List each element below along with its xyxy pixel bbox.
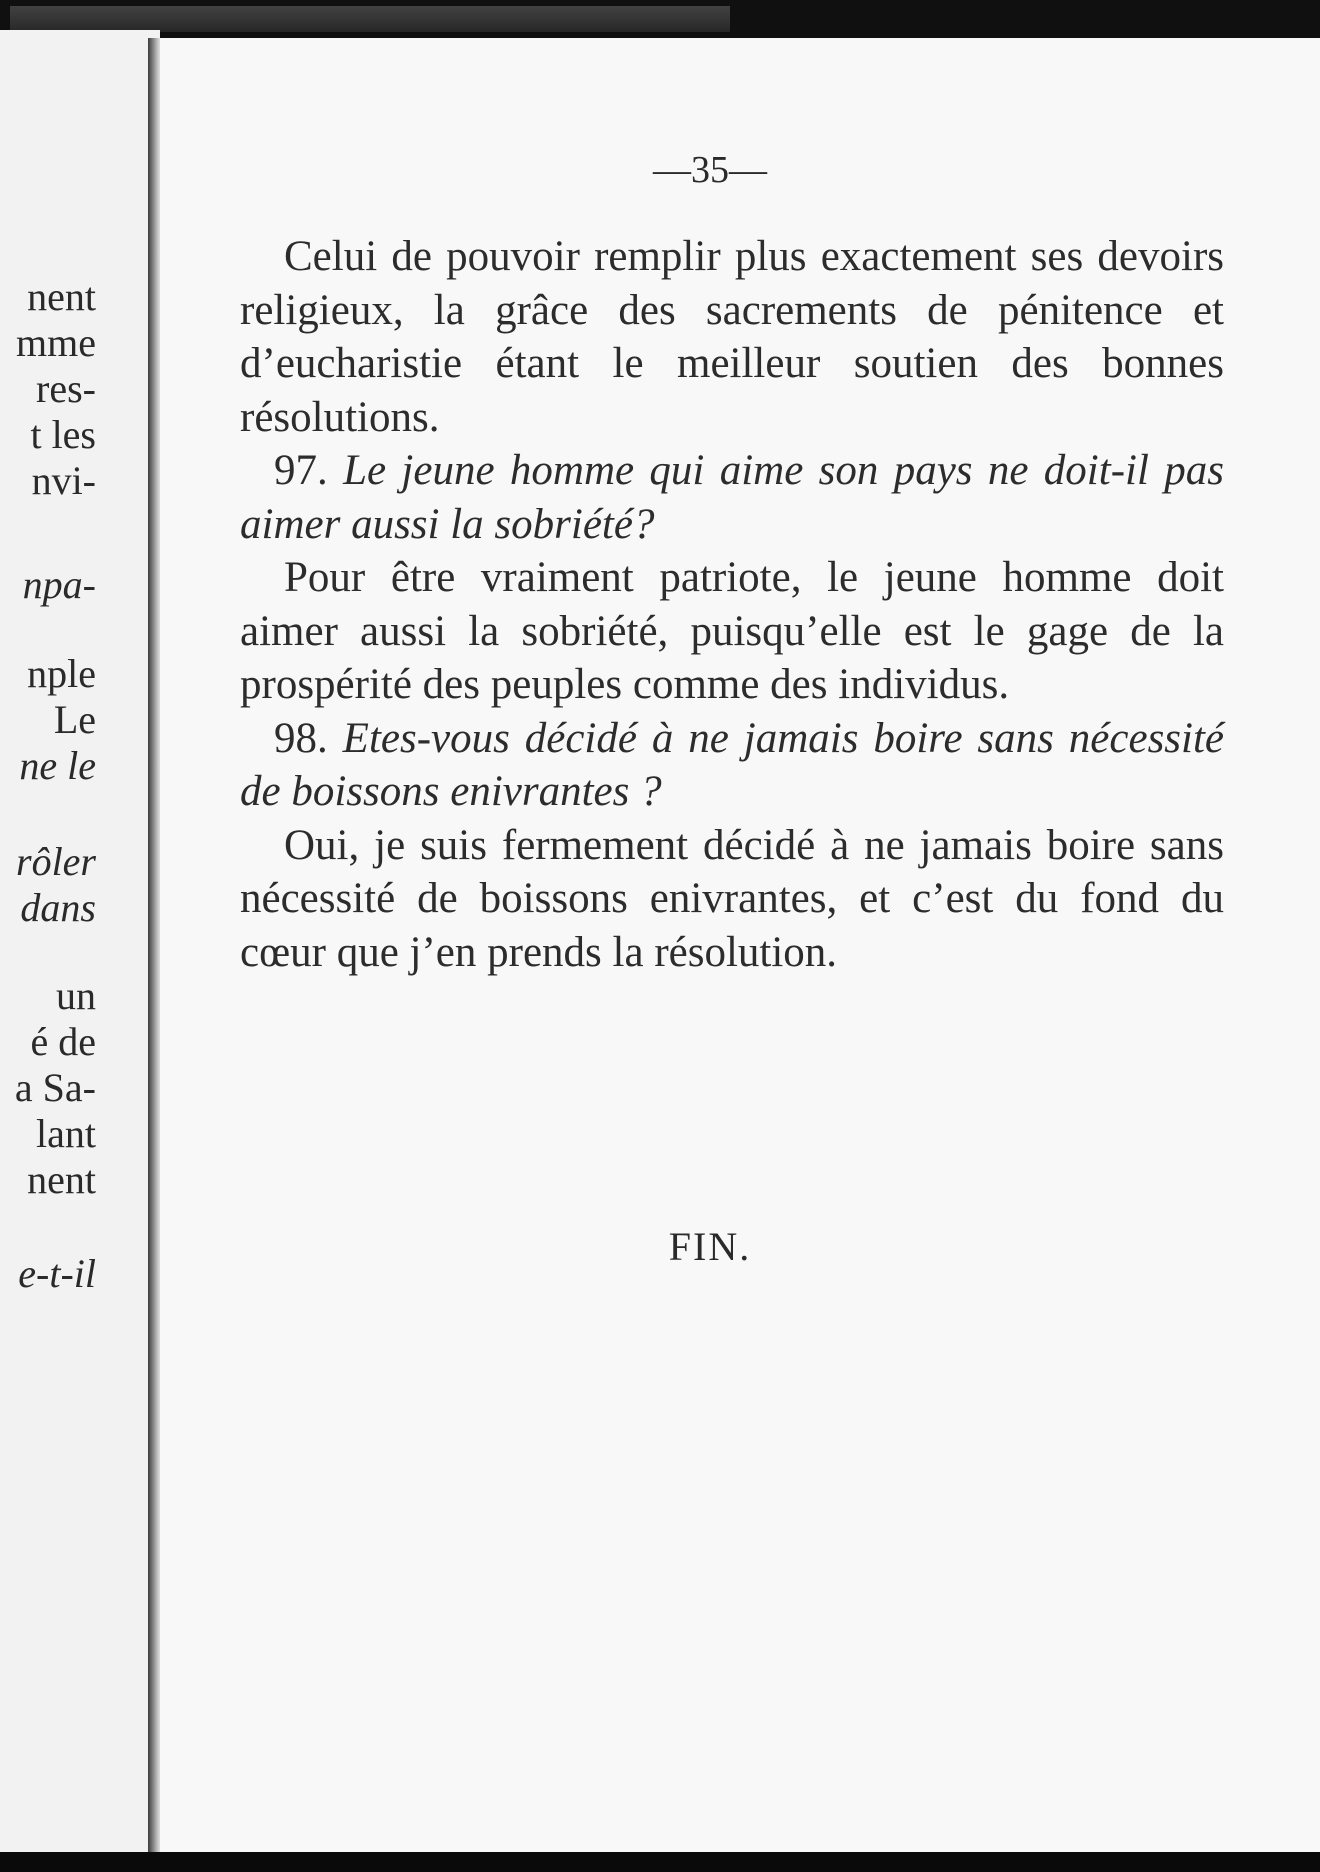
left-page-line: lant [36, 1111, 96, 1156]
answer-98-paragraph: Oui, je suis fermement décidé à ne jamais boire sans nécessité de boissons enivrantes, et c’est du fond du cœur que j’en prends la résolution. [240, 821, 1224, 976]
question-98-text: Etes-vous décidé à ne jamais boire sans nécessité de boissons enivrantes ? [240, 714, 1225, 815]
answer-96-paragraph: Celui de pouvoir remplir plus exactement ses devoirs religieux, la grâce des sacrements de pénitence et d’eucharistie étant le meilleur soutien des bonnes résolutions. [240, 233, 1224, 441]
left-page-line: mme [16, 320, 96, 365]
left-page-fragment [0, 30, 160, 1856]
left-page-line: Le [53, 697, 96, 742]
answer-97-paragraph: Pour être vraiment patriote, le jeune homme doit aimer aussi la sobriété, puisqu’elle est le gage de la prospérité des peuples comme des individus. [240, 554, 1224, 708]
left-page-line: t les [30, 412, 96, 457]
left-page-line: e-t-il [18, 1251, 96, 1296]
left-page-line: rôler [16, 839, 96, 884]
left-page-line: nent [27, 274, 96, 319]
left-page-line: ne le [19, 743, 96, 788]
left-page-line: é de [30, 1019, 96, 1064]
left-page-line: a Sa- [14, 1065, 96, 1110]
scan-bottom-border [0, 1852, 1320, 1872]
question-97-text: Le jeune homme qui aime son pays ne doit-il pas aimer aussi la sobriété? [240, 447, 1224, 548]
left-page-line: npa- [22, 562, 96, 607]
left-page-line: res- [36, 366, 96, 411]
question-97 [240, 444, 1224, 551]
main-page [160, 38, 1320, 1854]
left-page-line: nvi- [31, 458, 96, 503]
question-98 [240, 712, 1224, 819]
page-number: —35— [653, 149, 767, 191]
page-text [240, 230, 1224, 979]
scan-top-sheen [10, 6, 730, 32]
left-page-line: un [56, 973, 96, 1018]
end-marker: FIN. [668, 1224, 752, 1269]
left-page-line: nent [27, 1157, 96, 1202]
scan-top-border [0, 0, 1320, 40]
question-97-number: 97. [274, 447, 328, 494]
left-page-line: dans [20, 885, 96, 930]
question-98-number: 98. [274, 714, 328, 762]
left-page-line: nple [27, 651, 96, 696]
